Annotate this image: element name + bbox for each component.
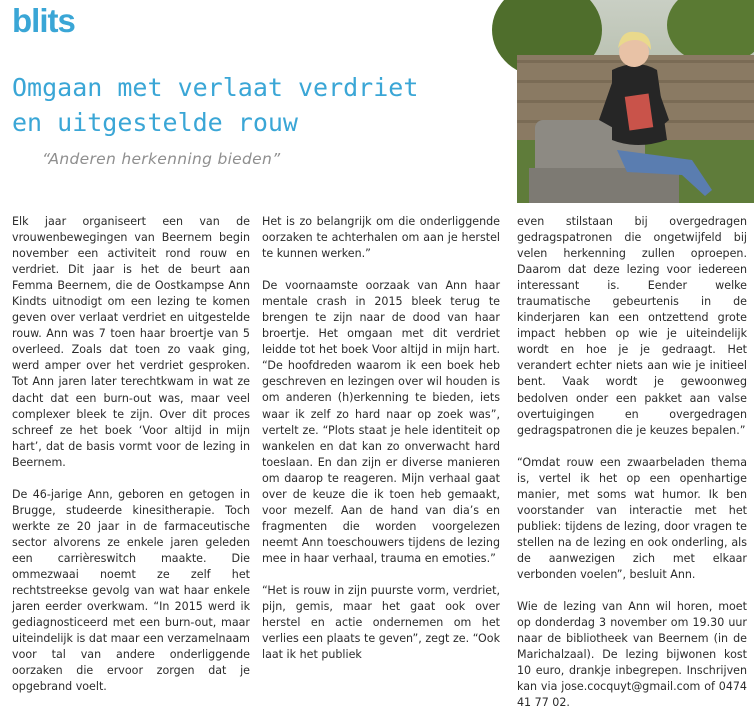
paragraph: “Het is rouw in zijn puurste vorm, verdriet, pijn, gemis, maar het gaat ook over herstel en actie ondernemen om het verlies een plaats te geven”, zegt ze. “Ook laat ik het publiek: [262, 583, 500, 662]
article-column-3: [517, 214, 747, 711]
paragraph: Wie de lezing van Ann wil horen, moet op donderdag 3 november om 19.30 uur naar de bibliotheek van Beernem (in de Marichalzaal). De lezing bijwonen kost 10 euro, drankje inbegrepen. Inschrijven kan via jose.cocquyt@gmail.com of 0474 41 77 02.: [517, 600, 747, 710]
article-column-1: [12, 214, 250, 695]
woman-with-book-photo: [517, 0, 754, 203]
blits-logo: blits: [12, 2, 75, 39]
paragraph: Elk jaar organiseert een van de vrouwenbewegingen van Beernem begin november een activiteit rond rouw en verdriet. Dit jaar is het de beurt aan Femma Beernem, die de Oostkampse Ann Kindts uitnodigt om een lezing te komen geven over verlaat verdriet en uitgestelde rouw. Ann was 7 toen haar broertje van 5 overleed. Zoals dat toen zo vaak ging, werd amper over het verdriet gesproken. Tot Ann jaren later terechtkwam in wat ze dacht dat een burn-out was, maar veel complexer bleek te zijn. Over dit proces schreef ze het boek ‘Voor altijd in mijn hart’, dat de basis vormt voor de lezing in Beernem.: [12, 215, 250, 469]
article-subtitle: “Anderen herkenning bieden”: [42, 150, 281, 168]
paragraph: De 46-jarige Ann, geboren en getogen in Brugge, studeerde kinesitherapie. Toch werkte ze 20 jaar in de farmaceutische sector alvorens ze enkele jaren geleden een carrièreswitch maakte. Die ommezwaai noemt ze zelf het rechtstreekse gevolg van wat haar enkele jaren eerder overkwam. “In 2015 werd ik gediagnosticeerd met een burn-out, maar uiteindelijk is dat maar een verzamelnaam voor tal van andere onderliggende oorzaken die ervoor zorgen dat je opgebrand voelt.: [12, 487, 250, 694]
paragraph: De voornaamste oorzaak van Ann haar mentale crash in 2015 bleek terug te brengen te zijn naar de dood van haar broertje. Het omgaan met dit verdriet leidde tot het boek Voor altijd in mijn hart. “De hoofdreden waarom ik een boek heb geschreven en lezingen over wil houden is om anderen (h)erkenning te bieden, iets waar ik zelf zo hard naar op zoek was”, vertelt ze. “Plots staat je hele identiteit op wankelen en dat kan zo onverwacht hard toeslaan. En dan zijn er diverse manieren om daarop te reageren. Mijn verhaal gaat over de keuze die ik toen heb gemaakt, voor mezelf. Aan de hand van dia’s en fragmenten die worden voorgelezen neemt Ann toeschouwers tijdens de lezing mee in haar verhaal, trauma en emoties.”: [262, 279, 500, 565]
article-title-line-1: Omgaan met verlaat verdriet: [12, 73, 419, 102]
article-column-2: [262, 214, 500, 663]
paragraph: Het is zo belangrijk om die onderliggende oorzaken te achterhalen om aan je herstel te kunnen werken.”: [262, 215, 500, 261]
article-title-line-2: en uitgestelde rouw: [12, 108, 298, 137]
paragraph: even stilstaan bij overgedragen gedragspatronen die ongetwijfeld bij velen herkenning zullen oproepen. Daarom dat deze lezing voor iedereen interessant is. Eender welke traumatische gebeurtenis in de kinderjaren kan een ontzettend grote impact hebben op wie je uiteindelijk wordt en hoe je je gedraagt. Het verandert echter niets aan wie je initieel bent. Vaak wordt je gewoonweg bedolven onder een pakket aan valse overtuigingen en overgedragen gedragspatronen die je keuzes bepalen.”: [517, 215, 747, 437]
paragraph: “Omdat rouw een zwaarbeladen thema is, vertel ik het op een openhartige manier, met soms wat humor. Ik ben voorstander van interactie met het publiek: tijdens de lezing, door vragen te stellen na de lezing en ook onderling, als de aanwezigen zich met elkaar verbonden voelen”, besluit Ann.: [517, 455, 747, 581]
photo-illustration: [517, 0, 754, 203]
article-title: [12, 70, 502, 140]
